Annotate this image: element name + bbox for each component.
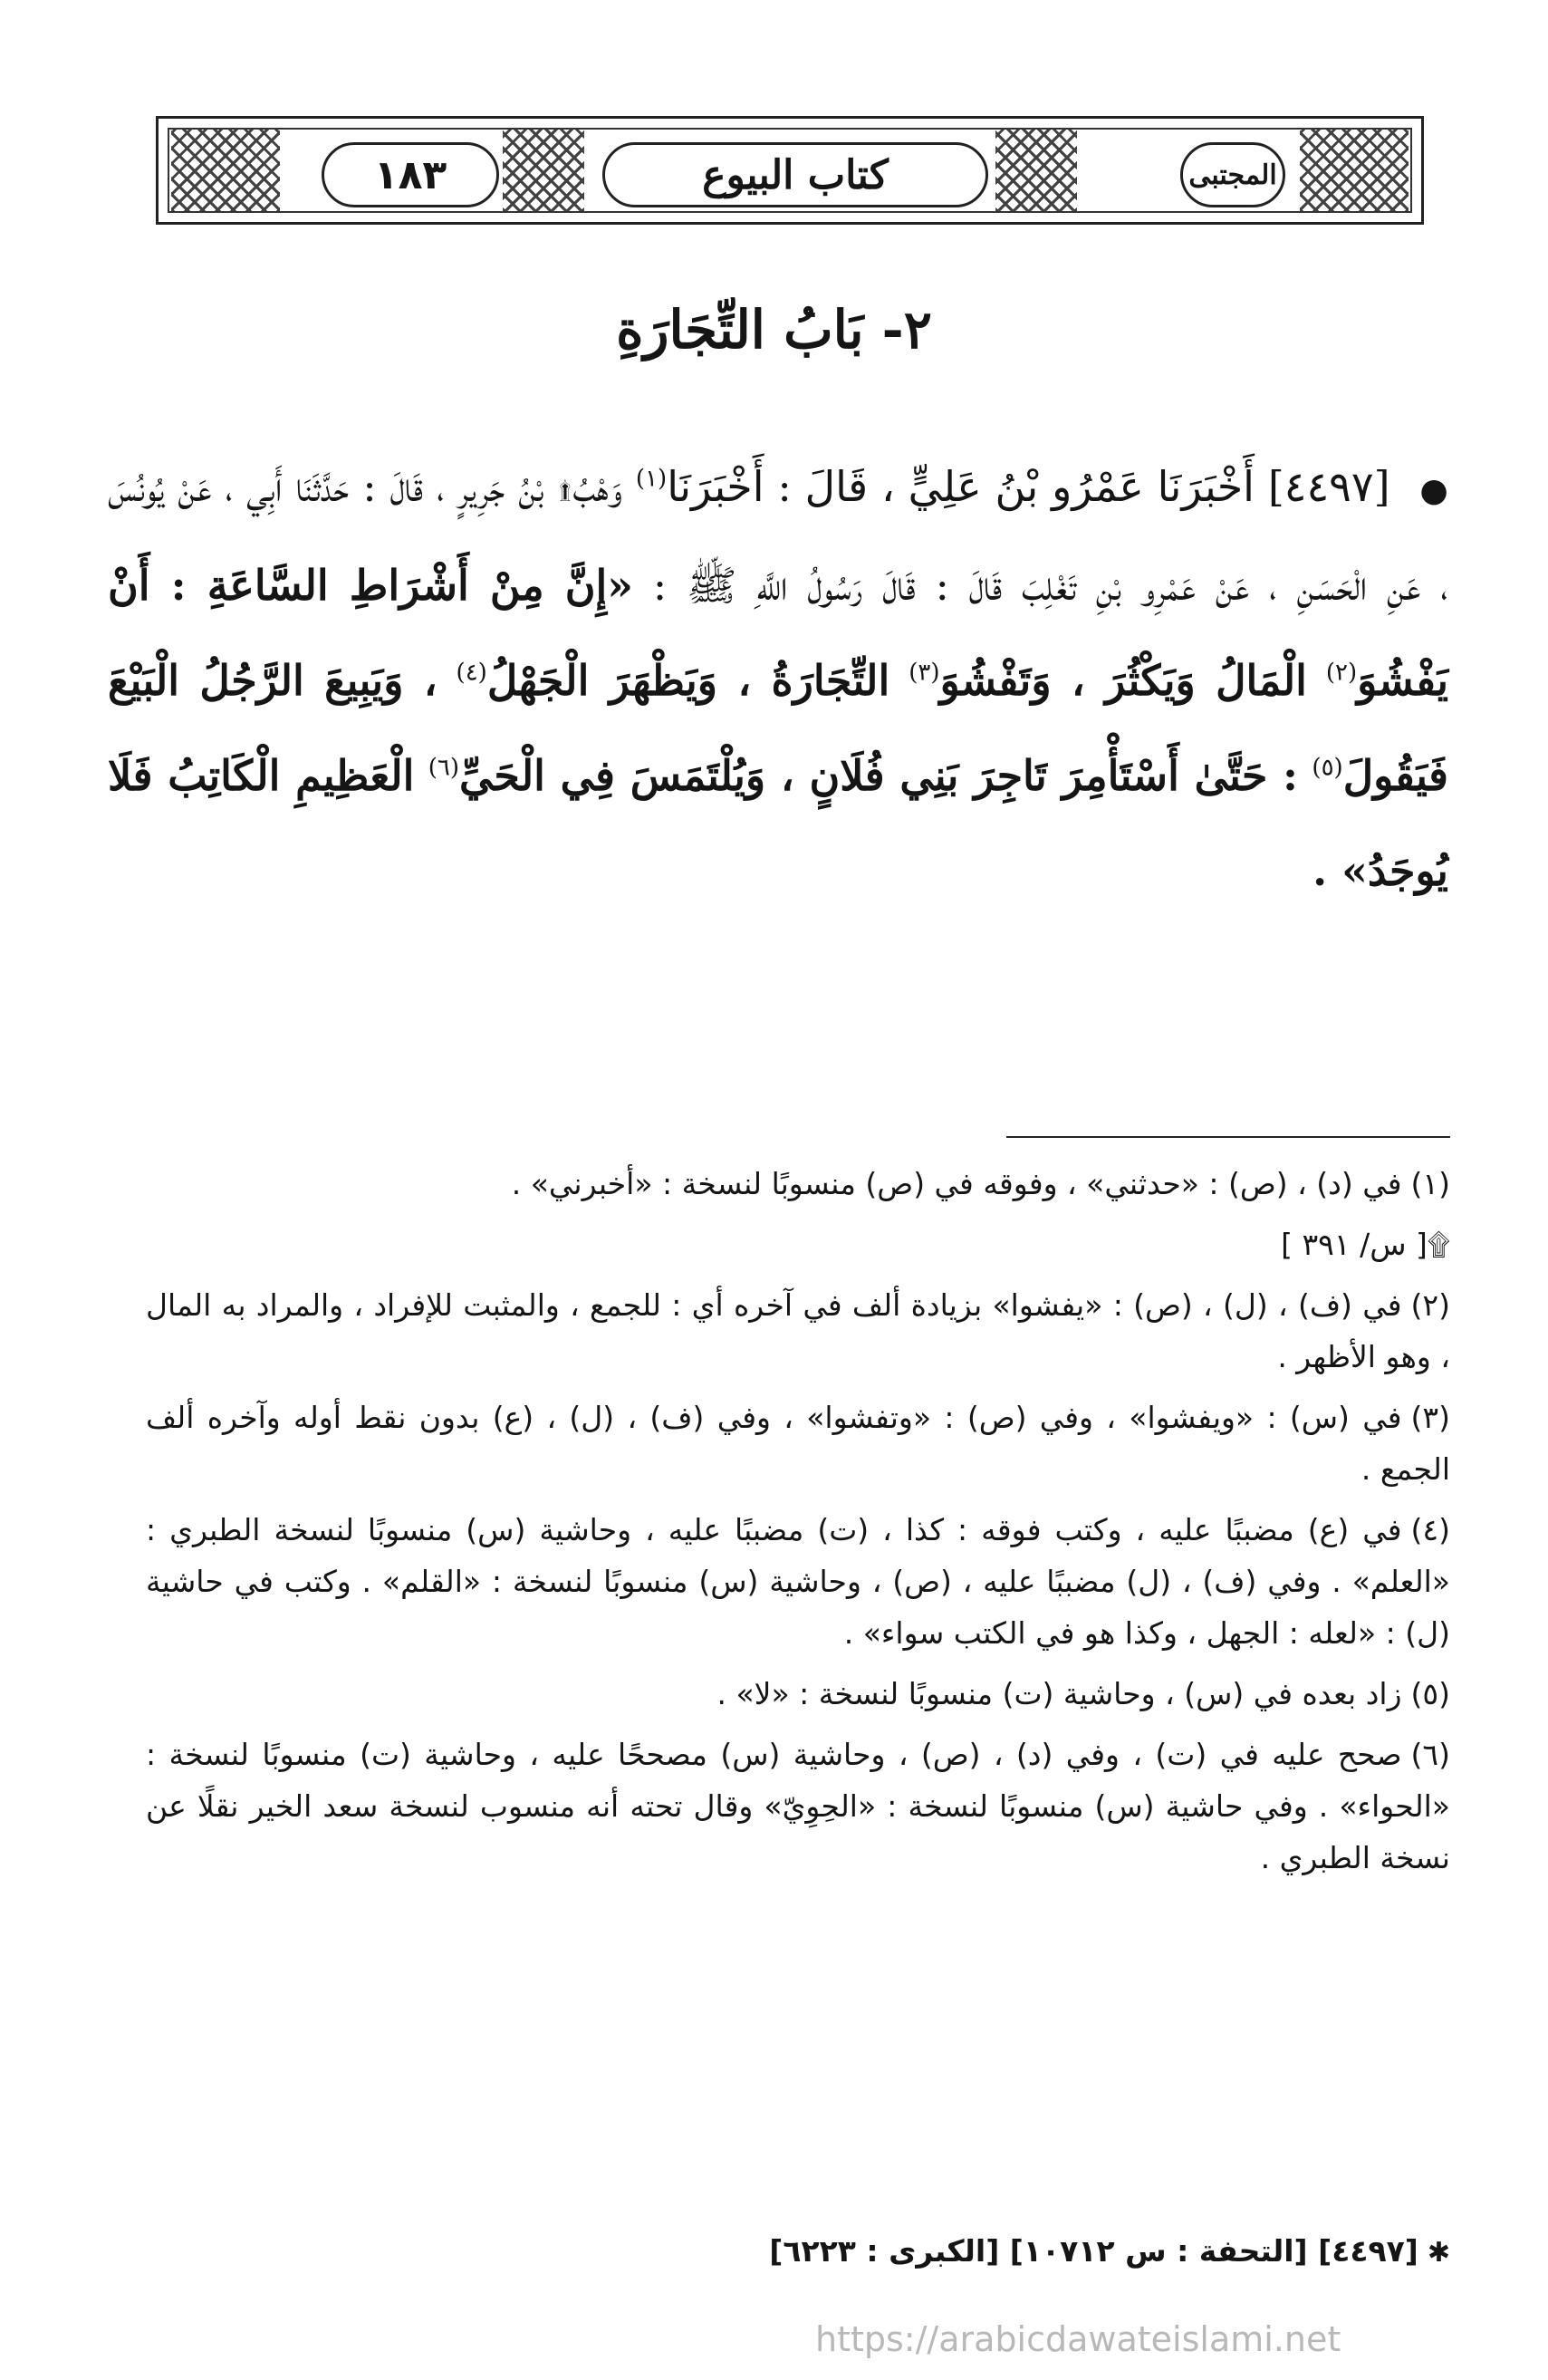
book-logo: المجتبى [1180, 142, 1285, 207]
hadith-text [108, 439, 1448, 919]
isnad-part-3: بْنُ جَرِيرٍ ، قَالَ : حَدَّثَنَا [295, 462, 544, 511]
matn-part-4: ، وَيَبِيعَ الرَّجُلُ الْبَيْعَ فَيَقُولَ [108, 656, 1449, 800]
watermark-url: https://arabicdawateislami.net [815, 2319, 1341, 2359]
ornament-mid-left [503, 130, 584, 211]
matn-part-6: الْعَظِيمِ الْكَاتِبُ فَلَا يُوجَدُ» . [108, 751, 1448, 895]
footnote-ref-3: (٣) [909, 659, 940, 687]
book-title: كتاب البيوع [602, 142, 988, 207]
isnad-part-4: أَبِي ، عَنْ يُونُسَ ، عَنِ الْحَسَنِ ، عَنْ عَمْرِو بْنِ تَغْلِبَ قَالَ : قَالَ رَسُولُ اللَّهِ ﷺ : [108, 462, 1448, 610]
matn-part-1: «إِنَّ مِنْ أَشْرَاطِ السَّاعَةِ : أَنْ يَفْشُوَ [108, 561, 1449, 705]
page-header [156, 116, 1424, 225]
footnote-ref-6: (٦) [428, 754, 460, 782]
page-marker-icon: ۩ [557, 462, 573, 511]
footnote: (٤)في (ع) مضببًا عليه ، وكتب فوقه : كذا ، (ت) مضببًا عليه ، وحاشية (س) منسوبًا لنسخة الطبري : «العلم» . وفي (ف) ، (ل) مضببًا عليه ، (ص) ، وحاشية (س) منسوبًا لنسخة : «القلم» . وكتب في حاشية (ل) : «لعله : الجهل ، وكذا هو في الكتب سواء» . [146, 1512, 1450, 1651]
asterisk-icon: ✱ [1427, 2237, 1450, 2269]
isnad-part-1: أَخْبَرَنَا عَمْرُو بْنُ عَلِيٍّ ، قَالَ : أَخْبَرَنَا [667, 462, 1255, 511]
footnote-ref-2: (٢) [1325, 659, 1358, 687]
footnote: (٣)في (س) : «ويفشوا» ، وفي (ص) : «وتفشوا» ، وفي (ف) ، (ل) ، (ع) بدون نقط أوله وآخره ألف الجمع . [146, 1400, 1450, 1487]
matn-part-5: : حَتَّىٰ أَسْتَأْمِرَ تَاجِرَ بَنِي فُلَانٍ ، وَيُلْتَمَسَ فِي الْحَيِّ [459, 751, 1299, 800]
footnote: (٥)زاد بعده في (س) ، وحاشية (ت) منسوبًا لنسخة : «لا» . [716, 1676, 1450, 1711]
ornament-left [171, 130, 280, 211]
isnad-part-2: وَهْبُ [572, 462, 623, 511]
footnote-separator [1006, 1136, 1450, 1138]
page-number: ١٨٣ [322, 142, 499, 207]
page-marker-icon: ۩ [1427, 1227, 1450, 1262]
footnote: (٦)صحح عليه في (ت) ، وفي (د) ، (ص) ، وحاشية (س) مصححًا عليه ، وحاشية (ت) منسوبًا لنسخة : «الحواء» . وفي حاشية (س) منسوبًا لنسخة : «الحِوِيّ» وقال تحته أنه منسوب لنسخة سعد الخير نقلًا عن نسخة الطبري . [146, 1737, 1450, 1875]
footnote-ref-5: (٥) [1312, 754, 1343, 782]
chapter-title: ٢- بَابُ التِّجَارَةِ [616, 299, 932, 361]
footnote: (٢)في (ف) ، (ل) ، (ص) : «يفشوا» بزيادة ألف في آخره أي : للجمع ، والمثبت للإفراد ، والمراد به المال ، وهو الأظهر . [146, 1287, 1450, 1374]
hadith-number: [٤٤٩٧] [1267, 462, 1390, 511]
footnote-ref-4: (٤) [456, 659, 487, 687]
matn-part-2: الْمَالُ وَيَكْثُرَ ، وَتَفْشُوَ [939, 656, 1307, 705]
bullet-icon: ● [1419, 472, 1449, 509]
page-reference: ۩[ س/ ٣٩١ ] [1281, 1227, 1450, 1262]
footnote: (١)في (د) ، (ص) : «حدثني» ، وفوقه في (ص) منسوبًا لنسخة : «أخبرني» . [511, 1166, 1450, 1201]
matn-part-3: التِّجَارَةُ ، وَيَظْهَرَ الْجَهْلُ [486, 656, 890, 705]
tuhfa-reference: ✱[٤٤٩٧] [التحفة : س ١٠٧١٢] [الكبرى : ٦٢٢٣] [769, 2233, 1450, 2269]
footnotes [146, 1158, 1450, 1893]
footnote-ref-1: (١) [635, 465, 668, 493]
ornament-right [1300, 130, 1409, 211]
ornament-mid-right [995, 130, 1077, 211]
